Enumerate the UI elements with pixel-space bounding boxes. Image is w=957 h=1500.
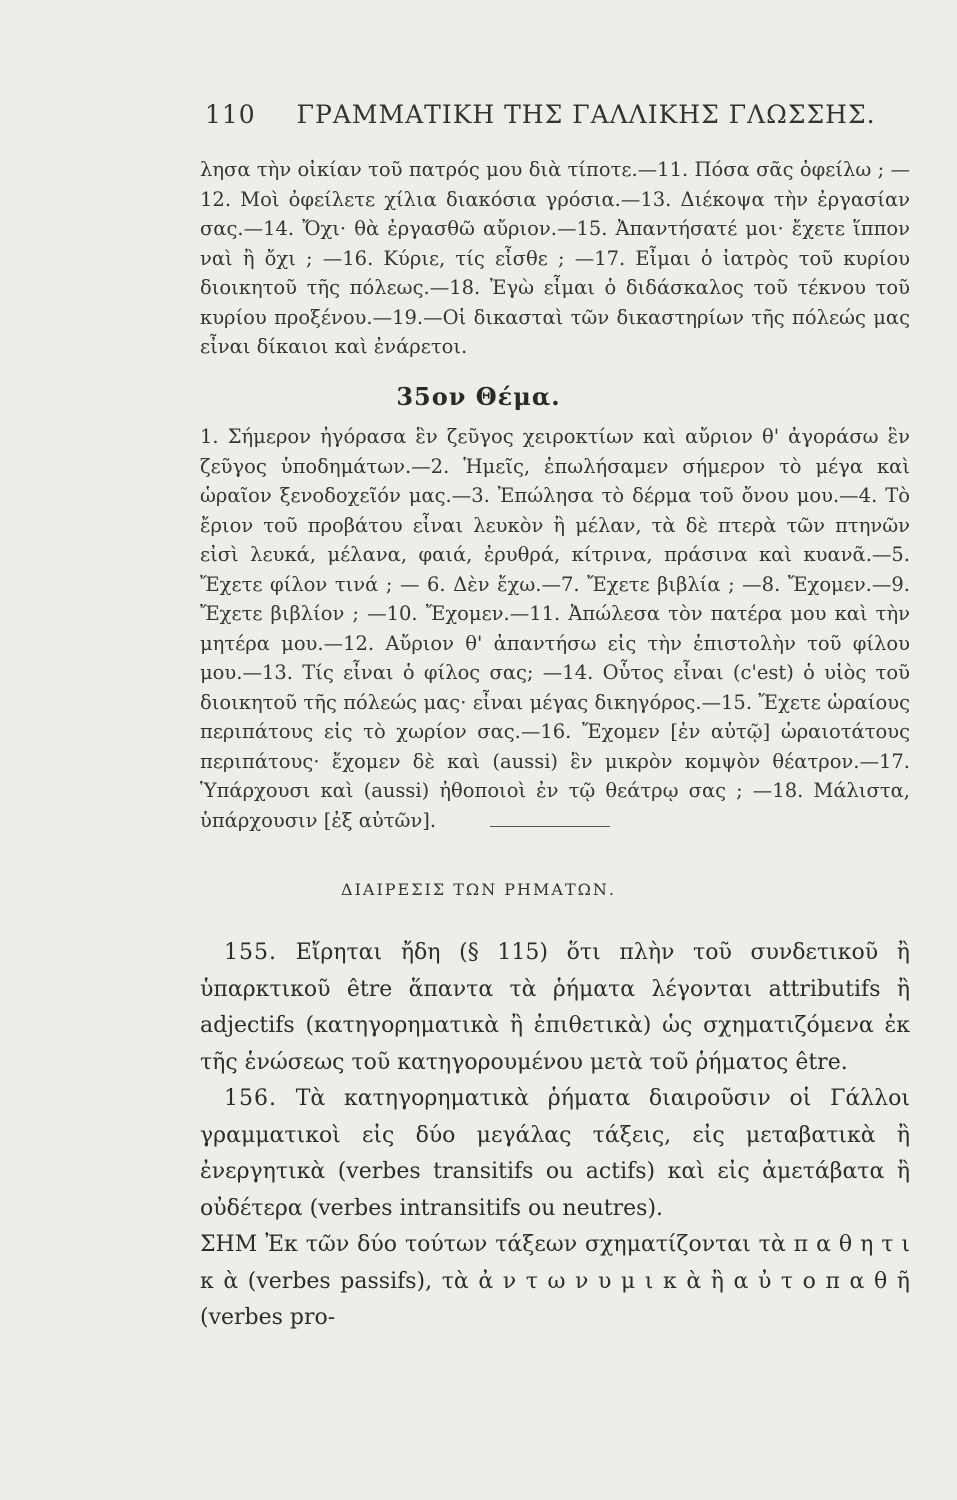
paragraph-number: 155.: [224, 940, 277, 965]
section-heading: ΔΙΑΙΡΕΣΙΣ ΤΩΝ ΡΗΜΑΤΩΝ.: [341, 880, 616, 899]
page-header-title: ΓΡΑΜΜΑΤΙΚΗ ΤΗΣ ΓΑΛΛΙΚΗΣ ΓΛΩΣΣΗΣ.: [296, 100, 876, 129]
paragraph-155: [200, 935, 910, 1081]
paragraph-number: 156.: [224, 1086, 277, 1111]
note-paragraph: [200, 1227, 910, 1337]
paragraph-text: Τὰ κατηγορηματικὰ ῥήματα διαιροῦσιν οἱ Γάλλοι γραμματικοὶ εἰς δύο μεγάλας τάξεις, εἰς μεταβατικὰ ἢ ἐνεργητικὰ (verbes transitifs ou actifs) καὶ εἰς ἀμετάβατα ἢ οὐδέτερα (verbes intransitifs ou neutres).: [200, 1086, 910, 1221]
note-label: ΣΗΜ: [200, 1232, 258, 1257]
theme-exercise-text: 1. Σήμερον ἠγόρασα ἓν ζεῦγος χειροκτίων καὶ αὔριον θ' ἀγοράσω ἓν ζεῦγος ὑποδημάτων.—2. Ἡμεῖς, ἐπωλήσαμεν σήμερον τὸ μέγα καὶ ὡραῖον ξενοδοχεῖόν μας.—3. Ἐπώλησα τὸ δέρμα τοῦ ὄνου μου.—4. Τὸ ἔριον τοῦ προβάτου εἶναι λευκὸν ἢ μέλαν, τὰ δὲ πτερὰ τῶν πτηνῶν εἰσὶ λευκά, μέλανα, φαιά, ἐρυθρά, κίτρινα, πράσινα καὶ κυανᾶ.—5. Ἔχετε φίλον τινά ; — 6. Δὲν ἔχω.—7. Ἔχετε βιβλία ; —8. Ἔχομεν.—9. Ἔχετε βιβλίον ; —10. Ἔχομεν.—11. Ἀπώλεσα τὸν πατέρα μου καὶ τὴν μητέρα μου.—12. Αὔριον θ' ἀπαντήσω εἰς τὴν ἐπιστολὴν τοῦ φίλου μου.—13. Τίς εἶναι ὁ φίλος σας; —14. Οὗτος εἶναι (c'est) ὁ υἱὸς τοῦ διοικητοῦ τῆς πόλεώς μας· εἶναι μέγας δικηγόρος.—15. Ἔχετε ὡραίους περιπάτους εἰς τὸ χωρίον σας.—16. Ἔχομεν [ἐν αὐτῷ] ὡραιοτάτους περιπάτους· ἔχομεν δὲ καὶ (aussi) ἓν μικρὸν κομψὸν θέατρον.—17. Ὑπάρχουσι καὶ (aussi) ἠθοποιοὶ ἐν τῷ θεάτρῳ σας ; —18. Μάλιστα, ὑπάρχουσιν [ἐξ αὐτῶν].: [200, 425, 910, 832]
paragraph-156: [200, 1081, 910, 1227]
section-body: [200, 935, 910, 1337]
theme-exercise: [200, 422, 910, 835]
exercise-continued: [200, 155, 910, 362]
note-text: Ἐκ τῶν δύο τούτων τάξεων σχηματίζονται τὰ π α θ η τ ι κ ὰ (verbes passifs), τὰ ἀ ν τ ω ν υ μ ι κ ὰ ἢ α ὐ τ ο π α θ ῆ (verbes pro-: [200, 1232, 911, 1330]
section-divider: [490, 826, 610, 827]
page-number: 110: [205, 100, 256, 129]
exercise-continued-text: λησα τὴν οἰκίαν τοῦ πατρός μου διὰ τίποτε.—11. Πόσα σᾶς ὀφείλω ; —12. Μοὶ ὀφείλετε χίλια διακόσια γρόσια.—13. Διέκοψα τὴν ἐργασίαν σας.—14. Ὄχι· θὰ ἐργασθῶ αὔριον.—15. Ἀπαντήσατέ μοι· ἔχετε ἵππον ναὶ ἢ ὄχι ; —16. Κύριε, τίς εἶσθε ; —17. Εἶμαι ὁ ἰατρὸς τοῦ κυρίου διοικητοῦ τῆς πόλεως.—18. Ἐγὼ εἶμαι ὁ διδάσκαλος τοῦ τέκνου τοῦ κυρίου προξένου.—19.—Οἱ δικασταὶ τῶν δικαστηρίων τῆς πόλεώς μας εἶναι δίκαιοι καὶ ἐνάρετοι.: [200, 158, 910, 358]
theme-heading: 35ον Θέμα.: [396, 382, 561, 411]
running-head: [205, 100, 925, 129]
paragraph-text: Εἴρηται ἤδη (§ 115) ὅτι πλὴν τοῦ συνδετικοῦ ἢ ὑπαρκτικοῦ être ἅπαντα τὰ ῥήματα λέγονται attributifs ἢ adjectifs (κατηγορηματικὰ ἢ ἐπιθετικὰ) ὡς σχηματιζόμενα ἐκ τῆς ἑνώσεως τοῦ κατηγορουμένου μετὰ τοῦ ῥήματος être.: [200, 940, 910, 1075]
